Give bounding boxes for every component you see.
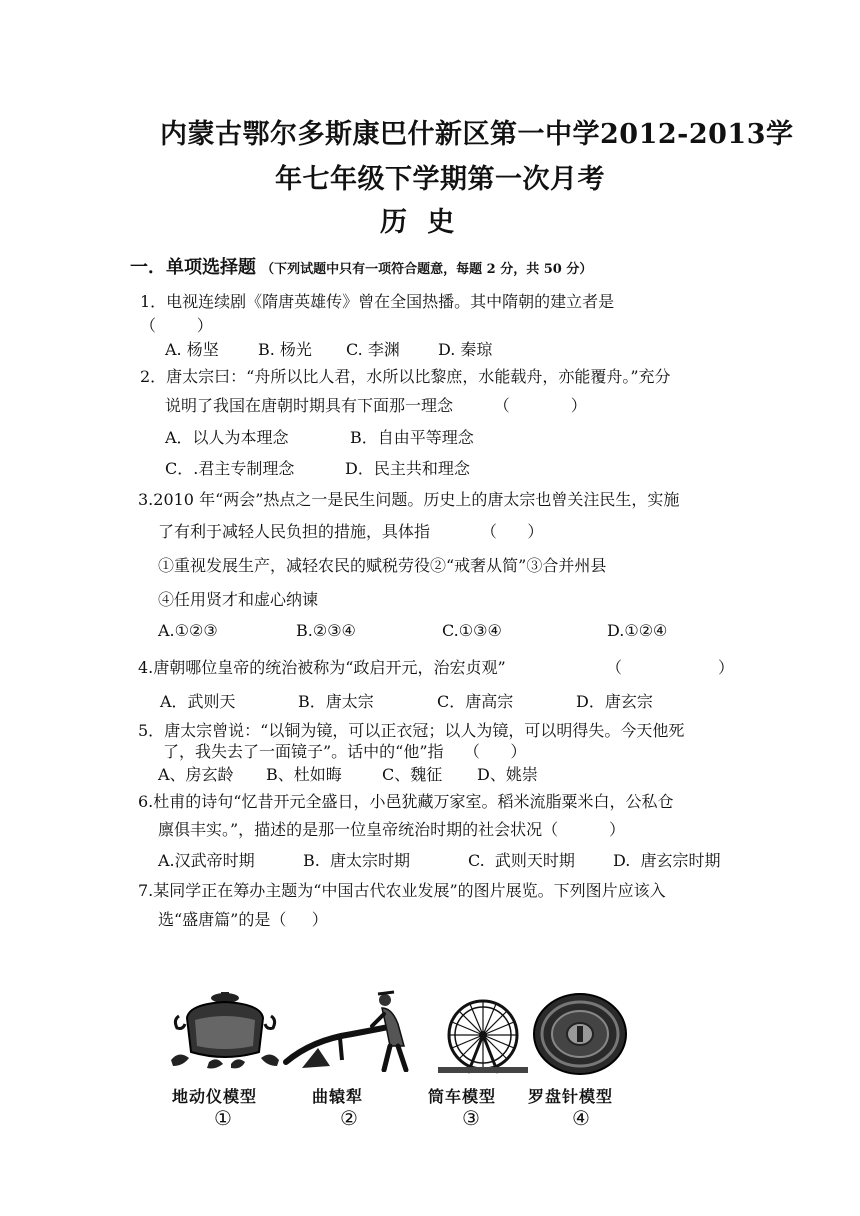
question-6-option-b: B. 唐太宗时期 (303, 851, 411, 870)
subject-title: 历 史 (380, 207, 455, 238)
question-2-option-b: B．自由平等理念 (350, 428, 474, 447)
question-3-option-c: C.①③④ (442, 621, 502, 640)
figure-caption-1: 地动仪模型 (172, 1087, 258, 1106)
question-4-option-c: C．唐高宗 (437, 692, 514, 711)
section-heading (130, 253, 592, 279)
question-5-stem-cont: 了，我失去了一面镜子”。话中的“他”指 （ ） (163, 742, 527, 761)
question-1-option-b: B. 杨光 (258, 340, 312, 359)
curved-plough-icon (282, 990, 432, 1072)
question-3-stem-cont: 了有利于减轻人民负担的措施，具体指 （ ） (158, 522, 544, 541)
seismograph-icon (165, 990, 285, 1072)
question-3-option-b: B.②③④ (296, 621, 356, 640)
question-1-stem: 1．电视连续剧《隋唐英雄传》曾在全国热播。其中隋朝的建立者是 (140, 292, 615, 311)
figure-number-1: ① (214, 1106, 232, 1130)
question-3-stem: 3.2010 年“两会”热点之一是民生问题。历史上的唐太宗也曾关注民生，实施 (138, 490, 680, 509)
question-5-option-c: C、魏征 (382, 765, 443, 784)
section-title: 一．单项选择题 (130, 257, 256, 278)
figure-caption-3: 筒车模型 (428, 1087, 497, 1106)
question-4-option-b: B．唐太宗 (298, 692, 374, 711)
question-3-option-d: D.①②④ (607, 621, 668, 640)
question-5-option-b: B、杜如晦 (266, 765, 342, 784)
figure-number-3: ③ (462, 1106, 480, 1130)
question-6-option-d: D. 唐玄宗时期 (613, 851, 721, 870)
question-3-items-1: ①重视发展生产，减轻农民的赋税劳役②“戒奢从简”③合并州县 (158, 556, 607, 575)
question-2-stem-cont: 说明了我国在唐朝时期具有下面那一理念 （ ） (165, 396, 587, 415)
question-6-stem-cont: 廪俱丰实。”，描述的是那一位皇帝统治时期的社会状况（ ） (158, 820, 626, 839)
question-7-stem-cont: 选“盛唐篇”的是（ ） (158, 910, 328, 929)
exam-title-line1: 内蒙古鄂尔多斯康巴什新区第一中学2012-2013学 (160, 119, 794, 150)
question-1-answer-blank: （ ） (140, 316, 213, 335)
question-2-stem: 2．唐太宗曰：“舟所以比人君，水所以比黎庶，水能载舟，亦能覆舟。”充分 (140, 367, 671, 386)
figure-caption-2: 曲辕犁 (312, 1087, 364, 1106)
question-2-option-c: C．.君主专制理念 (165, 459, 295, 478)
question-6-stem: 6.杜甫的诗句“忆昔开元全盛日，小邑犹藏万家室。稻米流脂粟米白，公私仓 (138, 792, 674, 811)
figure-caption-4: 罗盘针模型 (528, 1087, 614, 1106)
question-4-paren-right: ） (718, 658, 735, 677)
question-2-option-d: D．民主共和理念 (345, 459, 470, 478)
question-5-option-d: D、姚崇 (477, 765, 538, 784)
exam-title-line2: 年七年级下学期第一次月考 (275, 164, 605, 195)
question-4-paren-left: （ (606, 658, 623, 677)
figure-number-2: ② (340, 1106, 358, 1130)
question-4-stem: 4.唐朝哪位皇帝的统治被称为“政启开元，治宏贞观” (138, 658, 506, 677)
section-note: （下列试题中只有一项符合题意，每题 2 分，共 50 分） (261, 262, 593, 277)
question-1-option-a: A. 杨坚 (165, 340, 219, 359)
question-6-option-a: A.汉武帝时期 (158, 851, 255, 870)
question-1-option-c: C. 李渊 (346, 340, 400, 359)
water-wheel-icon (438, 995, 528, 1075)
question-4-option-d: D．唐玄宗 (576, 692, 653, 711)
question-4-option-a: A．武则天 (160, 692, 236, 711)
question-5-option-a: A、房玄龄 (158, 765, 234, 784)
question-2-option-a: A．以人为本理念 (165, 428, 289, 447)
question-7-stem: 7.某同学正在筹办主题为“中国古代农业发展”的图片展览。下列图片应该入 (138, 881, 666, 900)
question-6-option-c: C. 武则天时期 (468, 851, 575, 870)
question-1-option-d: D. 秦琼 (438, 340, 493, 359)
compass-icon (530, 992, 630, 1076)
question-3-items-2: ④任用贤才和虚心纳谏 (158, 590, 319, 609)
figure-number-4: ④ (572, 1106, 590, 1130)
question-5-stem: 5．唐太宗曾说：“以铜为镜，可以正衣冠；以人为镜，可以明得失。今天他死 (138, 721, 685, 740)
question-3-option-a: A.①②③ (158, 621, 218, 640)
